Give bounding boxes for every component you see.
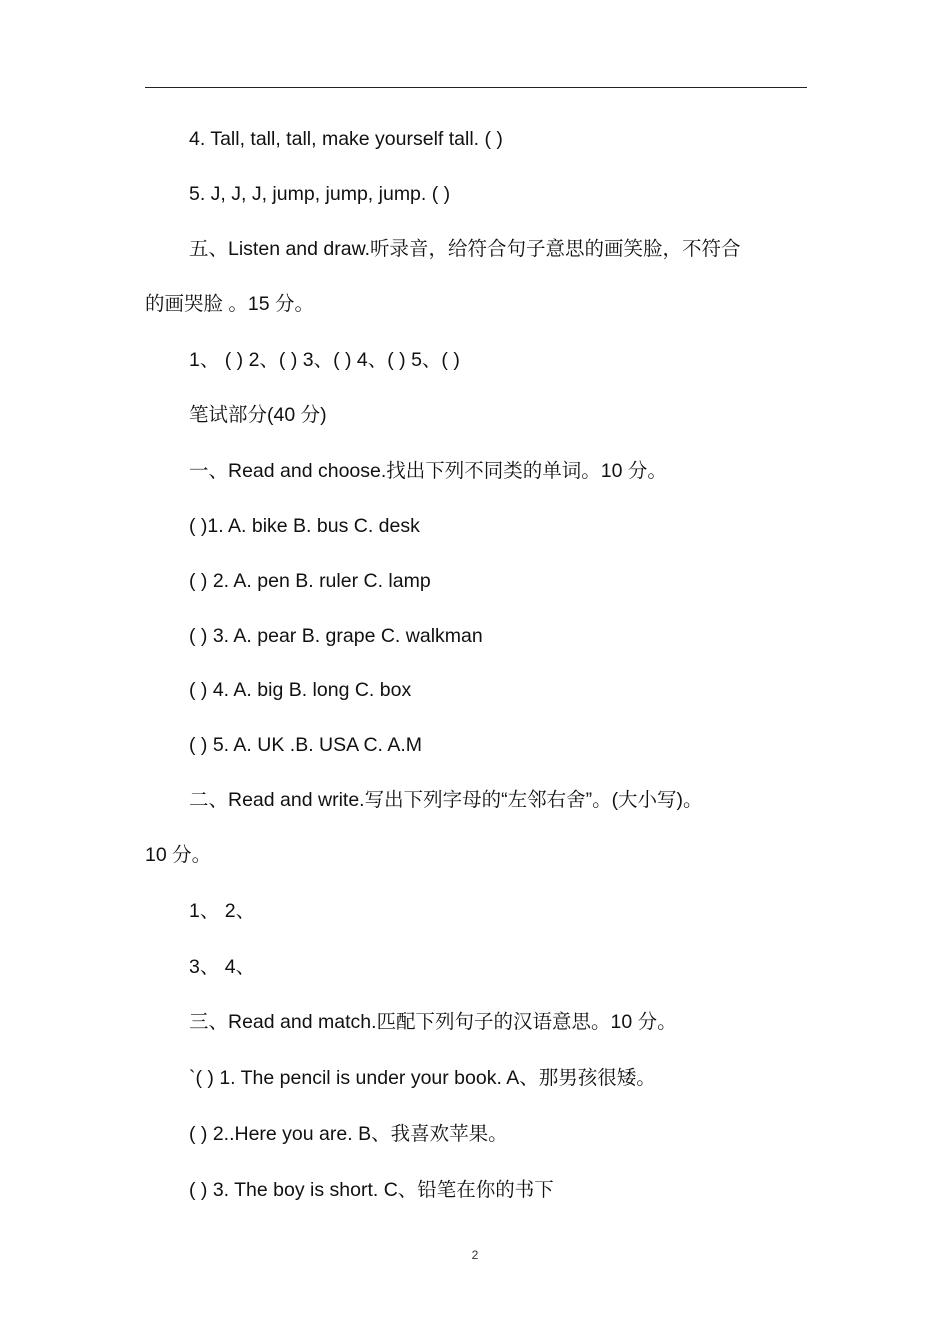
part-heading: 笔试部分(40 分): [189, 404, 327, 426]
text-line: 5. J, J, J, jump, jump, jump. ( ): [189, 183, 451, 205]
section-heading: 五、Listen and draw.听录音，给符合句子意思的画笑脸，不符合: [189, 238, 741, 260]
question-item: ( ) 2. A. pen B. ruler C. lamp: [189, 570, 431, 592]
question-item: 3、 4、: [189, 956, 256, 978]
page-number: 2: [471, 1248, 479, 1262]
section-heading: 二、Read and write.写出下列字母的“左邻右舍”。(大小写)。: [189, 789, 703, 811]
question-item: `( ) 1. The pencil is under your book. A、那男孩很矮。: [189, 1067, 656, 1089]
section-heading: 一、Read and choose.找出下列不同类的单词。10 分。: [189, 460, 667, 482]
text-line: 4. Tall, tall, tall, make yourself tall. ( ): [189, 128, 503, 150]
text-line: 10 分。: [145, 844, 212, 866]
question-item: 1、 2、: [189, 900, 256, 922]
question-item: ( ) 3. A. pear B. grape C. walkman: [189, 625, 483, 647]
section-heading: 三、Read and match.匹配下列句子的汉语意思。10 分。: [189, 1011, 677, 1033]
question-item: ( ) 2..Here you are. B、我喜欢苹果。: [189, 1123, 508, 1145]
question-item: ( ) 5. A. UK .B. USA C. A.M: [189, 734, 422, 756]
text-line: 的画哭脸 。15 分。: [145, 293, 315, 315]
text-line: 1、 ( ) 2、( ) 3、( ) 4、( ) 5、( ): [189, 349, 460, 371]
question-item: ( )1. A. bike B. bus C. desk: [189, 515, 420, 537]
question-item: ( ) 4. A. big B. long C. box: [189, 679, 412, 701]
header-rule: [145, 87, 807, 88]
question-item: ( ) 3. The boy is short. C、铅笔在你的书下: [189, 1179, 554, 1201]
